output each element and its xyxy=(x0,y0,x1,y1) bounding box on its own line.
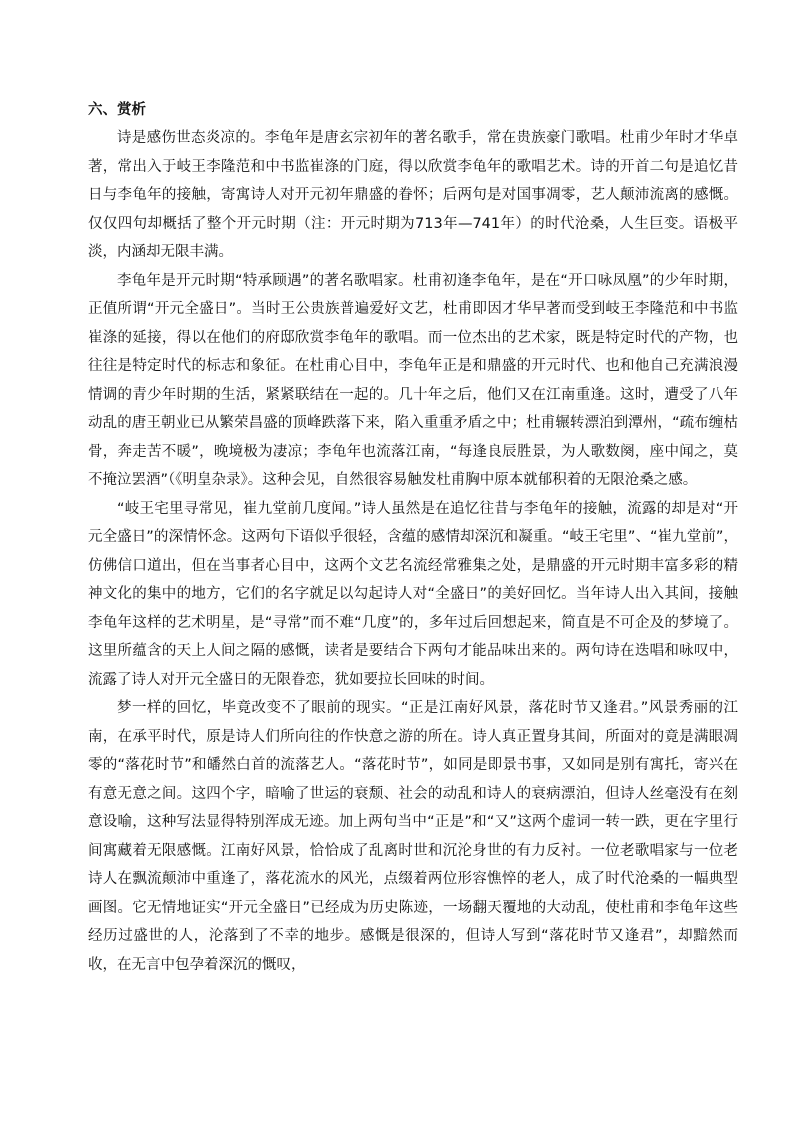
document-page xyxy=(88,96,738,979)
section-heading: 六、赏析 xyxy=(88,102,146,118)
paragraph-3: “岐王宅里寻常见，崔九堂前几度闻。”诗人虽然是在追忆往昔与李龟年的接触，流露的却是对“开元全盛日”的深情怀念。这两句下语似乎很轻，含蕴的感情却深沉和凝重。“岐王宅里”、“崔九堂前”，仿佛信口道出，但在当事者心目中，这两个文艺名流经常雅集之处，是鼎盛的开元时期丰富多彩的精神文化的集中的地方，它们的名字就足以勾起诗人对“全盛日”的美好回忆。当年诗人出入其间，接触李龟年这样的艺术明星，是“寻常”而不难“几度”的，多年过后回想起来，简直是不可企及的梦境了。这里所蕴含的天上人间之隔的感慨，读者是要结合下两句才能品味出来的。两句诗在迭唱和咏叹中，流露了诗人对开元全盛日的无限眷恋，犹如要拉长回味的时间。 xyxy=(88,500,738,688)
paragraph-2: 李龟年是开元时期“特承顾遇”的著名歌唱家。杜甫初逢李龟年，是在“开口咏凤凰”的少年时期，正值所谓“开元全盛日”。当时王公贵族普遍爱好文艺，杜甫即因才华早著而受到岐王李隆范和中书监崔涤的延接，得以在他们的府邸欣赏李龟年的歌唱。而一位杰出的艺术家，既是特定时代的产物，也往往是特定时代的标志和象征。在杜甫心目中，李龟年正是和鼎盛的开元时代、也和他自己充满浪漫情调的青少年时期的生活，紧紧联结在一起的。几十年之后，他们又在江南重逢。这时，遭受了八年动乱的唐王朝业已从繁荣昌盛的顶峰跌落下来，陷入重重矛盾之中；杜甫辗转漂泊到潭州，“疏布缠枯骨，奔走苦不暖”，晚境极为凄凉；李龟年也流落江南，“每逢良辰胜景，为人歌数阕，座中闻之，莫不掩泣罢酒”（《明皇杂录》。这种会见，自然很容易触发杜甫胸中原本就郁积着的无限沧桑之感。 xyxy=(88,272,738,488)
paragraph-4: 梦一样的回忆，毕竟改变不了眼前的现实。“正是江南好风景，落花时节又逢君。”风景秀丽的江南，在承平时代，原是诗人们所向往的作快意之游的所在。诗人真正置身其间，所面对的竟是满眼凋零的“落花时节”和皤然白首的流落艺人。“落花时节”，如同是即景书事，又如同是别有寓托，寄兴在有意无意之间。这四个字，暗喻了世运的衰颓、社会的动乱和诗人的衰病漂泊，但诗人丝毫没有在刻意设喻，这种写法显得特别浑成无迹。加上两句当中“正是”和“又”这两个虚词一转一跌，更在字里行间寓藏着无限感慨。江南好风景，恰恰成了乱离时世和沉沦身世的有力反衬。一位老歌唱家与一位老诗人在飘流颠沛中重逢了，落花流水的风光，点缀着两位形容憔悴的老人，成了时代沧桑的一幅典型画图。它无情地证实“开元全盛日”已经成为历史陈迹，一场翻天覆地的大动乱，使杜甫和李龟年这些经历过盛世的人，沦落到了不幸的地步。感慨是很深的，但诗人写到“落花时节又逢君”，却黯然而收，在无言中包孕着深沉的慨叹， xyxy=(88,700,738,973)
paragraph-1: 诗是感伤世态炎凉的。李龟年是唐玄宗初年的著名歌手，常在贵族豪门歌唱。杜甫少年时才华卓著，常出入于岐王李隆范和中书监崔涤的门庭，得以欣赏李龟年的歌唱艺术。诗的开首二句是追忆昔日与李龟年的接触，寄寓诗人对开元初年鼎盛的眷怀；后两句是对国事凋零，艺人颠沛流离的感慨。仅仅四句却概括了整个开元时期（注：开元时期为713年—741年）的时代沧桑，人生巨变。语极平淡，内涵却无限丰满。 xyxy=(88,130,738,260)
